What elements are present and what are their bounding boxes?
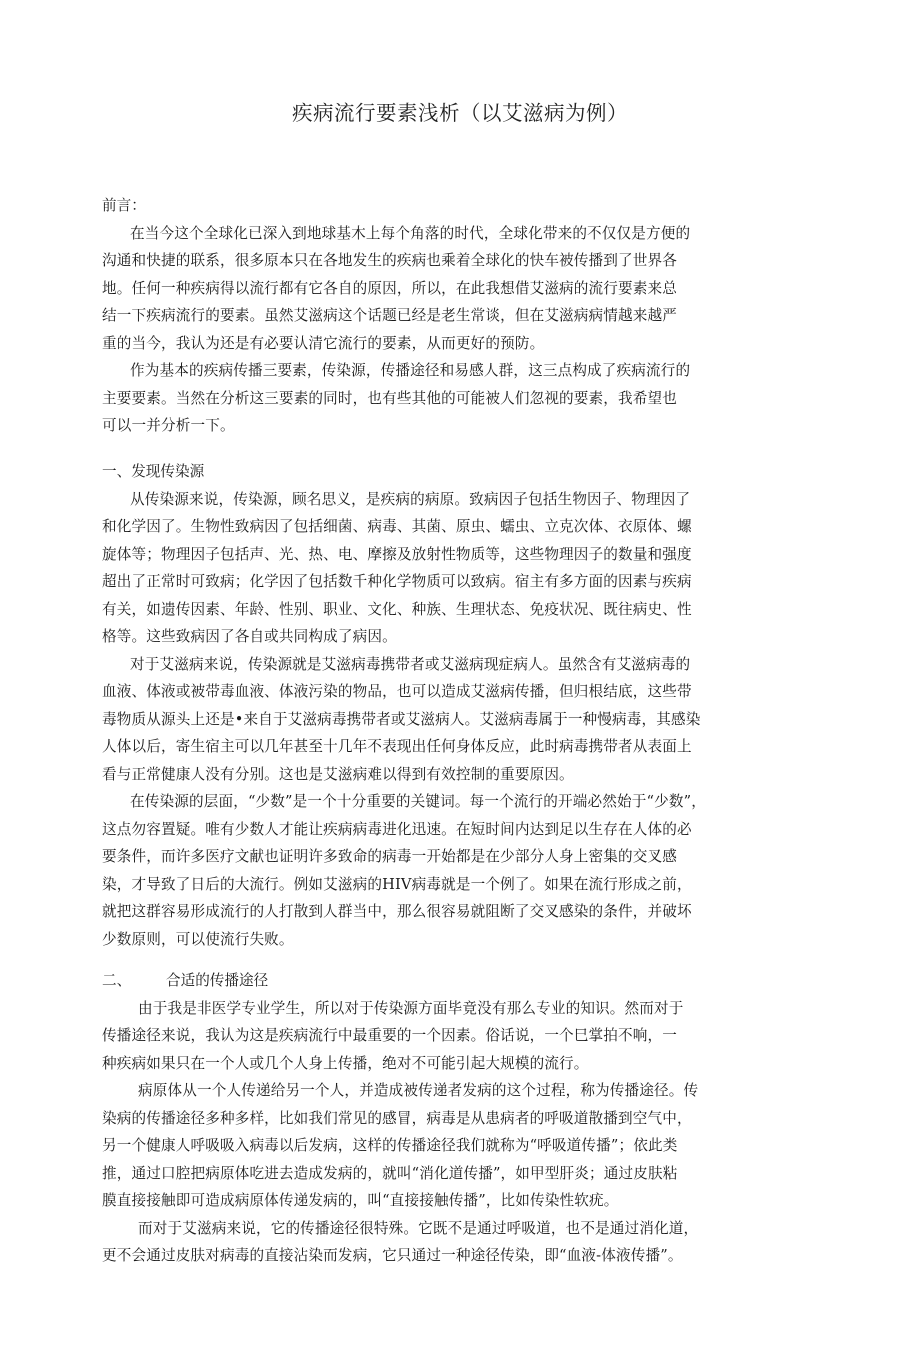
text-line: 少数原则，可以使流行失败。 (102, 930, 294, 948)
text-line: 可以一并分析一下。 (102, 417, 235, 434)
text-line: 主要要素。当然在分析这三要素的同时，也有些其他的可能被人们忽视的要素，我希望也 (102, 389, 678, 407)
section-2-number: 二、 (102, 972, 132, 989)
paragraph (102, 1077, 822, 1215)
text-line: 要条件，而许多医疗文献也证明许多致命的病毒一开始都是在少部分人身上密集的交叉感 (102, 848, 678, 865)
text-line: 人体以后，寄生宿主可以几年甚至十几年不表现出任何身体反应，此时病毒携带者从表面上 (102, 738, 692, 755)
text-line: 地。任何一种疾病得以流行都有它各自的原因，所以，在此我想借艾滋病的流行要素来总 (102, 279, 678, 297)
paragraph (102, 357, 822, 440)
text-line: 格等。这些致病因了各自或共同构成了病因。 (102, 628, 397, 645)
text-line: 毒物质从源头上还是•来自于艾滋病毒携带者或艾滋病人。艾滋病毒属于一种慢病毒，其感染 (102, 710, 701, 728)
paragraph (102, 486, 822, 651)
section-1 (102, 458, 822, 953)
text-line: 另一个健康人呼吸吸入病毒以后发病，这样的传播途径我们就称为“呼吸道传播”；依此类 (102, 1137, 678, 1154)
text-line: 血液、体液或被带毒血液、体液污染的物品，也可以造成艾滋病传播，但归根结底，这些带 (102, 683, 692, 700)
text-line: 在当今这个全球化已深入到地球基木上每个角落的时代，全球化带来的不仅仅是方便的 (130, 224, 691, 242)
text-line: 重的当今，我认为还是有必要认清它流行的要素，从而更好的预防。 (102, 334, 545, 352)
text-line: 在传染源的层面，“少数”是一个十分重要的关键词。每一个流行的开端必然始于“少数”， (130, 793, 706, 810)
text-line: 膜直接接触即可造成病原体传递发病的，叫“直接接触传播”，比如传染性软疣。 (102, 1192, 619, 1209)
text-line: 传播途径来说，我认为这是疾病流行中最重要的一个因素。俗话说，一个巳掌拍不响，一 (102, 1027, 678, 1044)
text-line: 对于艾滋病来说，传染源就是艾滋病毒携带者或艾滋病现症病人。虽然含有艾滋病毒的 (130, 655, 691, 673)
text-line: 而对于艾滋病来说，它的传播途径很特殊。它既不是通过呼吸道，也不是通过消化道， (138, 1219, 699, 1237)
text-line: 染病的传播途径多种多样，比如我们常见的感冒，病毒是从患病者的呼吸道散播到空气中， (102, 1109, 692, 1127)
paragraph (102, 995, 822, 1078)
text-line: 由于我是非医学专业学生，所以对于传染源方面毕竟没有那么专业的知识。然而对于 (138, 999, 684, 1017)
preface-heading: 前言： (102, 197, 146, 214)
text-line: 看与正常健康人没有分别。这也是艾滋病难以得到有效控制的重要原因。 (102, 765, 574, 783)
text-line: 和化学因了。生物性致病因了包括细菌、病毒、其菌、原虫、蠕虫、立克次体、衣原体、螺 (102, 518, 692, 535)
text-line: 有关，如遗传因素、年龄、性别、职业、文化、种族、生理状态、免疫状况、既往病史、性 (102, 600, 692, 618)
text-line: 病原体从一个人传递给另一个人，并造成被传递者发病的这个过程，称为传播途径。传 (138, 1082, 699, 1099)
text-line: 种疾病如果只在一个人或几个人身上传播，绝对不可能引起大规模的流行。 (102, 1054, 589, 1072)
text-line: 超出了正常时可致病；化学因了包括数千种化学物质可以致病。宿主有多方面的因素与疾病 (102, 573, 692, 590)
text-line: 作为基本的疾病传播三要素，传染源，传播途径和易感人群，这三点构成了疾病流行的 (130, 362, 691, 379)
section-2 (102, 967, 822, 1270)
text-line: 从传染源来说，传染源，顾名思义，是疾病的病原。致病因子包括生物因子、物理因了 (130, 490, 691, 508)
paragraph (102, 788, 822, 953)
paragraph (102, 220, 822, 358)
paragraph (102, 651, 822, 789)
section-2-title: 合适的传播途径 (166, 972, 269, 989)
document-title: 疾病流行要素浅析（以艾滋病为例） (292, 101, 628, 125)
text-line: 推，通过口腔把病原体吃进去造成发病的，就叫“消化道传播”，如甲型肝炎；通过皮肤粘 (102, 1164, 678, 1182)
section-1-heading: 一、发现传染源 (102, 463, 205, 480)
preface-section (102, 192, 822, 440)
text-line: 结一下疾病流行的要素。虽然艾滋病这个话题已经是老生常谈，但在艾滋病病情越来越严 (102, 307, 678, 324)
text-line: 就把这群容易形成流行的人打散到人群当中，那么很容易就阻断了交叉感染的条件，并破坏 (102, 903, 692, 920)
text-line: 这点勿容置疑。唯有少数人才能让疾病病毒进化迅速。在短时间内达到足以生存在人体的必 (102, 820, 692, 838)
text-line: 旋体等；物理因子包括声、光、热、电、摩擦及放射性物质等，这些物理因子的数量和强度 (102, 545, 692, 563)
text-line: 沟通和快捷的联系，很多原本只在各地发生的疾病也乘着全球化的快车被传播到了世界各 (102, 252, 678, 269)
paragraph (102, 1215, 822, 1270)
section-2-heading (102, 967, 822, 995)
text-line: 更不会通过皮肤对病毒的直接沾染而发病，它只通过一种途径传染，即“血液-体液传播”。 (102, 1247, 683, 1264)
text-line: 染，才导致了日后的大流行。例如艾滋病的HIV病毒就是一个例了。如果在流行形成之前， (102, 875, 692, 893)
